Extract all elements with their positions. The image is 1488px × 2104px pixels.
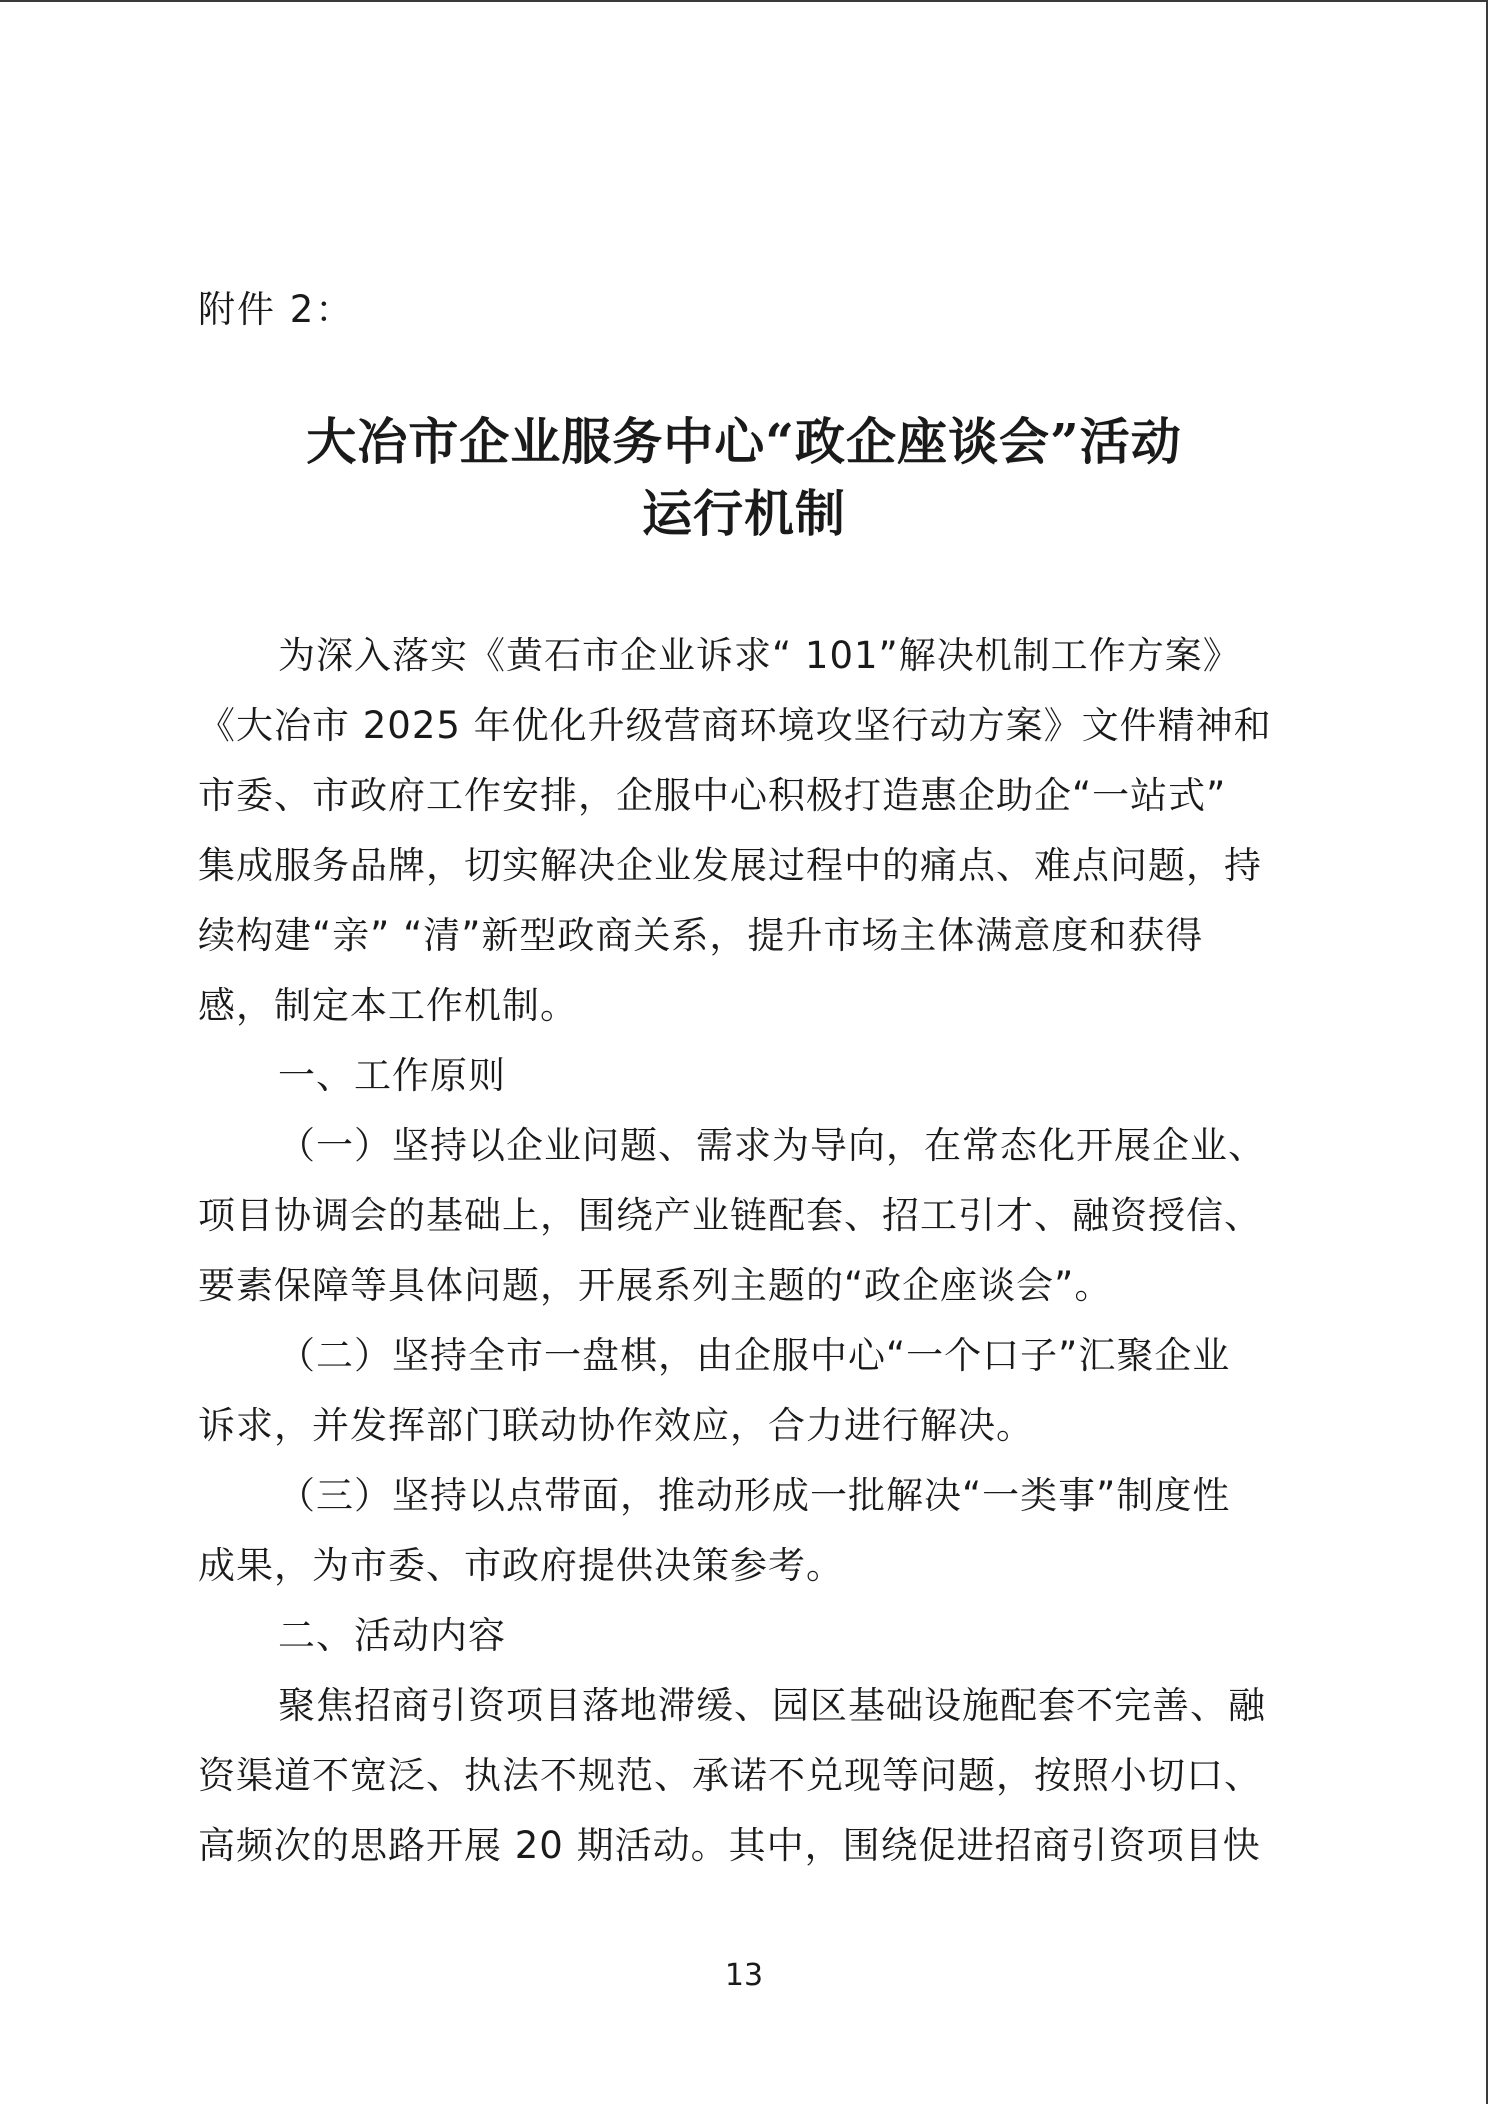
document-body bbox=[198, 621, 1308, 1881]
body-line: 项目协调会的基础上，围绕产业链配套、招工引才、融资授信、 bbox=[198, 1194, 1262, 1237]
body-line: （二）坚持全市一盘棋，由企服中心“一个口子”汇聚企业 bbox=[278, 1334, 1231, 1377]
body-line: （一）坚持以企业问题、需求为导向，在常态化开展企业、 bbox=[278, 1124, 1266, 1167]
document-title-line-2: 运行机制 bbox=[642, 484, 846, 543]
body-line: 聚焦招商引资项目落地滞缓、园区基础设施配套不完善、融 bbox=[278, 1684, 1266, 1727]
body-line: 《大冶市 2025 年优化升级营商环境攻坚行动方案》文件精神和 bbox=[198, 704, 1272, 747]
body-line: 诉求，并发挥部门联动协作效应，合力进行解决。 bbox=[198, 1404, 1034, 1447]
body-line: 感，制定本工作机制。 bbox=[198, 984, 578, 1027]
body-line: （三）坚持以点带面，推动形成一批解决“一类事”制度性 bbox=[278, 1474, 1231, 1517]
body-line: 高频次的思路开展 20 期活动。其中，围绕促进招商引资项目快 bbox=[198, 1824, 1261, 1867]
body-line: 为深入落实《黄石市企业诉求“ 101”解决机制工作方案》 bbox=[278, 634, 1241, 677]
document-title-line-1: 大冶市企业服务中心“政企座谈会”活动 bbox=[306, 412, 1182, 471]
body-line: 要素保障等具体问题，开展系列主题的“政企座谈会”。 bbox=[198, 1264, 1113, 1307]
section-heading: 一、工作原则 bbox=[278, 1054, 506, 1097]
body-line: 资渠道不宽泛、执法不规范、承诺不兑现等问题，按照小切口、 bbox=[198, 1754, 1262, 1797]
body-line: 市委、市政府工作安排，企服中心积极打造惠企助企“一站式” bbox=[198, 774, 1227, 817]
section-heading: 二、活动内容 bbox=[278, 1614, 506, 1657]
body-line: 成果，为市委、市政府提供决策参考。 bbox=[198, 1544, 844, 1587]
attachment-label: 附件 2： bbox=[198, 288, 355, 331]
body-line: 续构建“亲” “清”新型政商关系，提升市场主体满意度和获得 bbox=[198, 914, 1204, 957]
body-line: 集成服务品牌，切实解决企业发展过程中的痛点、难点问题，持 bbox=[198, 844, 1262, 887]
page-number: 13 bbox=[724, 1958, 764, 1993]
